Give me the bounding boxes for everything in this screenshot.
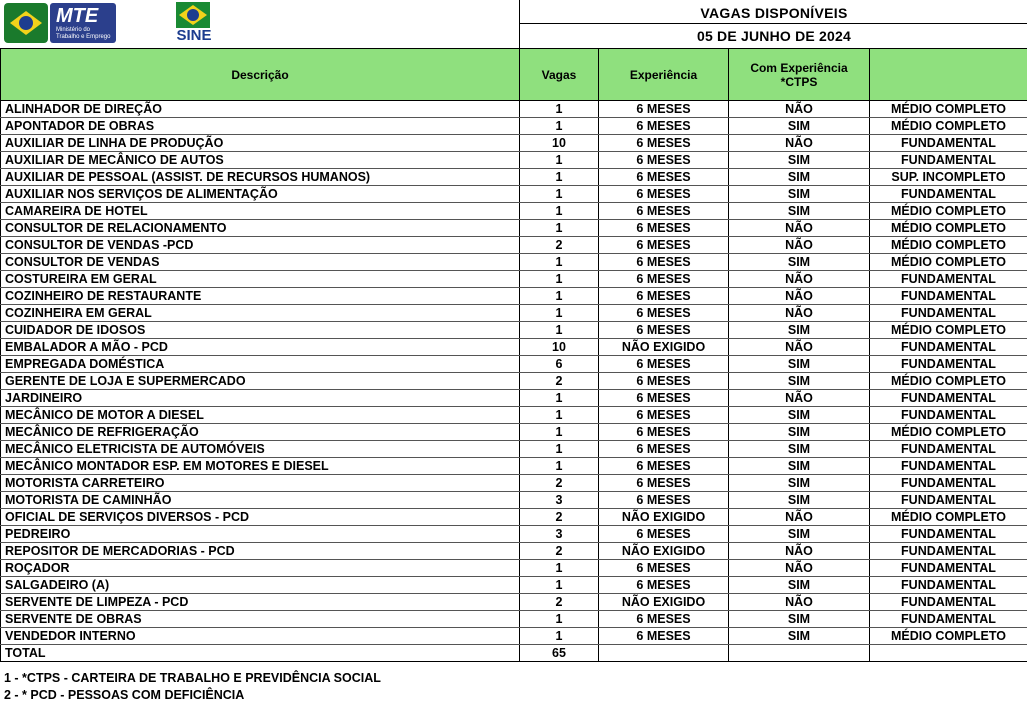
cell-descricao: MOTORISTA CARRETEIRO [1,475,520,492]
cell-escolaridade: FUNDAMENTAL [870,186,1027,203]
cell-escolaridade: FUNDAMENTAL [870,339,1027,356]
column-header-escolaridade [870,49,1027,101]
table-row [1,543,1027,560]
cell-descricao: MECÂNICO DE REFRIGERAÇÃO [1,424,520,441]
brazil-flag-icon [176,2,210,28]
table-row [1,118,1027,135]
cell-escolaridade: FUNDAMENTAL [870,543,1027,560]
cell-experiencia: 6 MESES [599,441,729,458]
cell-descricao: MECÂNICO DE MOTOR A DIESEL [1,407,520,424]
table-body [1,101,1027,662]
cell-escolaridade: FUNDAMENTAL [870,135,1027,152]
table-row [1,339,1027,356]
page-date: 05 DE JUNHO DE 2024 [520,24,1027,49]
cell-ctps: NÃO [729,135,870,152]
cell-ctps: NÃO [729,288,870,305]
cell-experiencia: 6 MESES [599,356,729,373]
cell-vagas: 1 [520,118,599,135]
cell-descricao: COSTUREIRA EM GERAL [1,271,520,288]
cell-descricao: AUXILIAR DE PESSOAL (ASSIST. DE RECURSOS HUMANOS) [1,169,520,186]
cell-descricao: REPOSITOR DE MERCADORIAS - PCD [1,543,520,560]
cell-experiencia: NÃO EXIGIDO [599,543,729,560]
cell-experiencia: 6 MESES [599,203,729,220]
cell-vagas: 1 [520,203,599,220]
table-row [1,492,1027,509]
cell-ctps: SIM [729,254,870,271]
cell-escolaridade: FUNDAMENTAL [870,271,1027,288]
cell-ctps: SIM [729,186,870,203]
cell-experiencia: 6 MESES [599,611,729,628]
cell-ctps: SIM [729,475,870,492]
cell-descricao: SALGADEIRO (A) [1,577,520,594]
cell-vagas: 2 [520,543,599,560]
table-row [1,135,1027,152]
cell-descricao: CONSULTOR DE VENDAS -PCD [1,237,520,254]
cell-escolaridade: FUNDAMENTAL [870,356,1027,373]
cell-vagas: 6 [520,356,599,373]
cell-escolaridade: FUNDAMENTAL [870,458,1027,475]
cell-ctps: NÃO [729,509,870,526]
cell-experiencia: 6 MESES [599,560,729,577]
cell-ctps: SIM [729,611,870,628]
cell-vagas: 1 [520,322,599,339]
table-row [1,441,1027,458]
cell-vagas: 1 [520,611,599,628]
table-header-row [1,49,1027,101]
cell-ctps: SIM [729,152,870,169]
table-row [1,169,1027,186]
table-row [1,390,1027,407]
table-row [1,356,1027,373]
cell-vagas: 1 [520,628,599,645]
cell-escolaridade: FUNDAMENTAL [870,441,1027,458]
cell-vagas: 1 [520,577,599,594]
cell-vagas: 1 [520,169,599,186]
total-label: TOTAL [1,645,520,662]
column-header-ctps [729,49,870,101]
cell-vagas: 3 [520,526,599,543]
cell-descricao: PEDREIRO [1,526,520,543]
column-header-descricao: Descrição [1,49,520,101]
cell-descricao: CAMAREIRA DE HOTEL [1,203,520,220]
table-row [1,526,1027,543]
cell-ctps: SIM [729,356,870,373]
cell-ctps: SIM [729,458,870,475]
cell-ctps: NÃO [729,594,870,611]
cell-escolaridade: FUNDAMENTAL [870,526,1027,543]
cell-vagas: 1 [520,441,599,458]
table-row [1,101,1027,118]
cell-ctps: SIM [729,526,870,543]
footnote-ctps: 1 - *CTPS - CARTEIRA DE TRABALHO E PREVIDÊNCIA SOCIAL [0,670,1027,687]
cell-ctps: NÃO [729,305,870,322]
cell-escolaridade: FUNDAMENTAL [870,475,1027,492]
sine-label: SINE [170,28,218,44]
cell-ctps: SIM [729,118,870,135]
cell-vagas: 2 [520,594,599,611]
cell-vagas: 1 [520,271,599,288]
cell-experiencia: 6 MESES [599,135,729,152]
cell-experiencia: NÃO EXIGIDO [599,594,729,611]
cell-ctps: SIM [729,492,870,509]
cell-escolaridade: MÉDIO COMPLETO [870,373,1027,390]
cell-escolaridade: FUNDAMENTAL [870,390,1027,407]
cell-descricao: MOTORISTA DE CAMINHÃO [1,492,520,509]
table-row [1,305,1027,322]
cell-ctps: SIM [729,424,870,441]
cell-descricao: EMPREGADA DOMÉSTICA [1,356,520,373]
cell-ctps: NÃO [729,237,870,254]
table-row [1,424,1027,441]
cell-experiencia: 6 MESES [599,475,729,492]
table-row [1,271,1027,288]
cell-vagas: 1 [520,424,599,441]
cell-descricao: SERVENTE DE LIMPEZA - PCD [1,594,520,611]
cell-experiencia: 6 MESES [599,458,729,475]
cell-experiencia: 6 MESES [599,424,729,441]
column-header-ctps-label: Com Experiência *CTPS [749,61,849,89]
cell-experiencia: NÃO EXIGIDO [599,509,729,526]
mte-abbr: MTE [56,5,98,27]
cell-descricao: GERENTE DE LOJA E SUPERMERCADO [1,373,520,390]
cell-vagas: 1 [520,390,599,407]
cell-descricao: JARDINEIRO [1,390,520,407]
cell-ctps: NÃO [729,339,870,356]
total-row [1,645,1027,662]
cell-ctps: NÃO [729,101,870,118]
cell-descricao: VENDEDOR INTERNO [1,628,520,645]
cell-vagas: 1 [520,458,599,475]
cell-escolaridade: MÉDIO COMPLETO [870,322,1027,339]
cell-experiencia: 6 MESES [599,118,729,135]
cell-descricao: AUXILIAR DE LINHA DE PRODUÇÃO [1,135,520,152]
cell-experiencia: 6 MESES [599,492,729,509]
cell-vagas: 1 [520,220,599,237]
cell-vagas: 1 [520,101,599,118]
cell-vagas: 10 [520,135,599,152]
cell-escolaridade: FUNDAMENTAL [870,492,1027,509]
cell-escolaridade: FUNDAMENTAL [870,577,1027,594]
cell-ctps: SIM [729,628,870,645]
page-header [0,0,1027,48]
column-header-experiencia: Experiência [599,49,729,101]
cell-escolaridade: MÉDIO COMPLETO [870,424,1027,441]
cell-vagas: 3 [520,492,599,509]
table-row [1,594,1027,611]
cell-escolaridade: FUNDAMENTAL [870,288,1027,305]
cell-ctps: SIM [729,577,870,594]
cell-vagas: 1 [520,152,599,169]
cell-experiencia: 6 MESES [599,254,729,271]
mte-wordmark [50,3,116,43]
table-row [1,407,1027,424]
table-row [1,611,1027,628]
cell-descricao: OFICIAL DE SERVIÇOS DIVERSOS - PCD [1,509,520,526]
cell-ctps: NÃO [729,560,870,577]
cell-descricao: CONSULTOR DE VENDAS [1,254,520,271]
cell-descricao: ROÇADOR [1,560,520,577]
cell-descricao: ALINHADOR DE DIREÇÃO [1,101,520,118]
table-row [1,288,1027,305]
total-empty-cell [729,645,870,662]
total-empty-cell [599,645,729,662]
cell-vagas: 1 [520,254,599,271]
cell-vagas: 2 [520,237,599,254]
cell-experiencia: 6 MESES [599,577,729,594]
cell-descricao: CUIDADOR DE IDOSOS [1,322,520,339]
table-row [1,458,1027,475]
cell-experiencia: 6 MESES [599,288,729,305]
cell-ctps: NÃO [729,271,870,288]
cell-escolaridade: FUNDAMENTAL [870,407,1027,424]
column-header-vagas: Vagas [520,49,599,101]
cell-escolaridade: MÉDIO COMPLETO [870,628,1027,645]
table-row [1,560,1027,577]
table-row [1,186,1027,203]
cell-vagas: 2 [520,509,599,526]
cell-escolaridade: MÉDIO COMPLETO [870,220,1027,237]
cell-descricao: MECÂNICO ELETRICISTA DE AUTOMÓVEIS [1,441,520,458]
cell-ctps: SIM [729,441,870,458]
table-row [1,254,1027,271]
cell-descricao: CONSULTOR DE RELACIONAMENTO [1,220,520,237]
cell-vagas: 10 [520,339,599,356]
cell-descricao: APONTADOR DE OBRAS [1,118,520,135]
table-row [1,220,1027,237]
table-row [1,373,1027,390]
cell-experiencia: 6 MESES [599,220,729,237]
cell-ctps: SIM [729,407,870,424]
cell-descricao: AUXILIAR NOS SERVIÇOS DE ALIMENTAÇÃO [1,186,520,203]
cell-experiencia: 6 MESES [599,390,729,407]
cell-descricao: AUXILIAR DE MECÂNICO DE AUTOS [1,152,520,169]
cell-escolaridade: MÉDIO COMPLETO [870,254,1027,271]
cell-escolaridade: MÉDIO COMPLETO [870,203,1027,220]
cell-escolaridade: FUNDAMENTAL [870,611,1027,628]
mte-logo [4,3,116,43]
cell-descricao: COZINHEIRA EM GERAL [1,305,520,322]
sine-logo [170,2,218,46]
cell-experiencia: 6 MESES [599,628,729,645]
cell-escolaridade: MÉDIO COMPLETO [870,101,1027,118]
cell-escolaridade: FUNDAMENTAL [870,305,1027,322]
cell-escolaridade: FUNDAMENTAL [870,560,1027,577]
mte-subtitle: Ministério do Trabalho e Emprego [56,27,114,41]
table-row [1,152,1027,169]
cell-ctps: SIM [729,322,870,339]
cell-vagas: 2 [520,475,599,492]
cell-experiencia: 6 MESES [599,322,729,339]
cell-vagas: 1 [520,560,599,577]
cell-ctps: NÃO [729,390,870,407]
footnote-pcd: 2 - * PCD - PESSOAS COM DEFICIÊNCIA [0,687,1027,704]
page-title: VAGAS DISPONÍVEIS [520,0,1027,24]
table-row [1,322,1027,339]
cell-vagas: 1 [520,186,599,203]
total-empty-cell [870,645,1027,662]
table-row [1,475,1027,492]
total-vagas: 65 [520,645,599,662]
cell-ctps: NÃO [729,543,870,560]
cell-escolaridade: MÉDIO COMPLETO [870,237,1027,254]
cell-vagas: 2 [520,373,599,390]
cell-experiencia: 6 MESES [599,152,729,169]
cell-descricao: MECÂNICO MONTADOR ESP. EM MOTORES E DIESEL [1,458,520,475]
cell-vagas: 1 [520,288,599,305]
footnotes [0,670,1027,704]
brazil-emblem-icon [4,3,48,43]
table-row [1,509,1027,526]
cell-experiencia: 6 MESES [599,271,729,288]
cell-vagas: 1 [520,407,599,424]
table-row [1,237,1027,254]
table-row [1,577,1027,594]
cell-escolaridade: FUNDAMENTAL [870,152,1027,169]
cell-experiencia: 6 MESES [599,305,729,322]
cell-descricao: SERVENTE DE OBRAS [1,611,520,628]
cell-experiencia: 6 MESES [599,237,729,254]
logos-area [0,0,519,48]
cell-escolaridade: FUNDAMENTAL [870,594,1027,611]
cell-experiencia: 6 MESES [599,373,729,390]
cell-experiencia: 6 MESES [599,186,729,203]
cell-escolaridade: MÉDIO COMPLETO [870,509,1027,526]
cell-descricao: EMBALADOR A MÃO - PCD [1,339,520,356]
cell-descricao: COZINHEIRO DE RESTAURANTE [1,288,520,305]
table-row [1,628,1027,645]
title-box [519,0,1027,48]
cell-experiencia: 6 MESES [599,407,729,424]
cell-experiencia: 6 MESES [599,526,729,543]
cell-experiencia: 6 MESES [599,101,729,118]
cell-ctps: SIM [729,373,870,390]
cell-vagas: 1 [520,305,599,322]
cell-experiencia: 6 MESES [599,169,729,186]
cell-ctps: SIM [729,169,870,186]
cell-ctps: NÃO [729,220,870,237]
cell-escolaridade: SUP. INCOMPLETO [870,169,1027,186]
table-row [1,203,1027,220]
cell-ctps: SIM [729,203,870,220]
cell-escolaridade: MÉDIO COMPLETO [870,118,1027,135]
cell-experiencia: NÃO EXIGIDO [599,339,729,356]
jobs-table [0,48,1027,662]
